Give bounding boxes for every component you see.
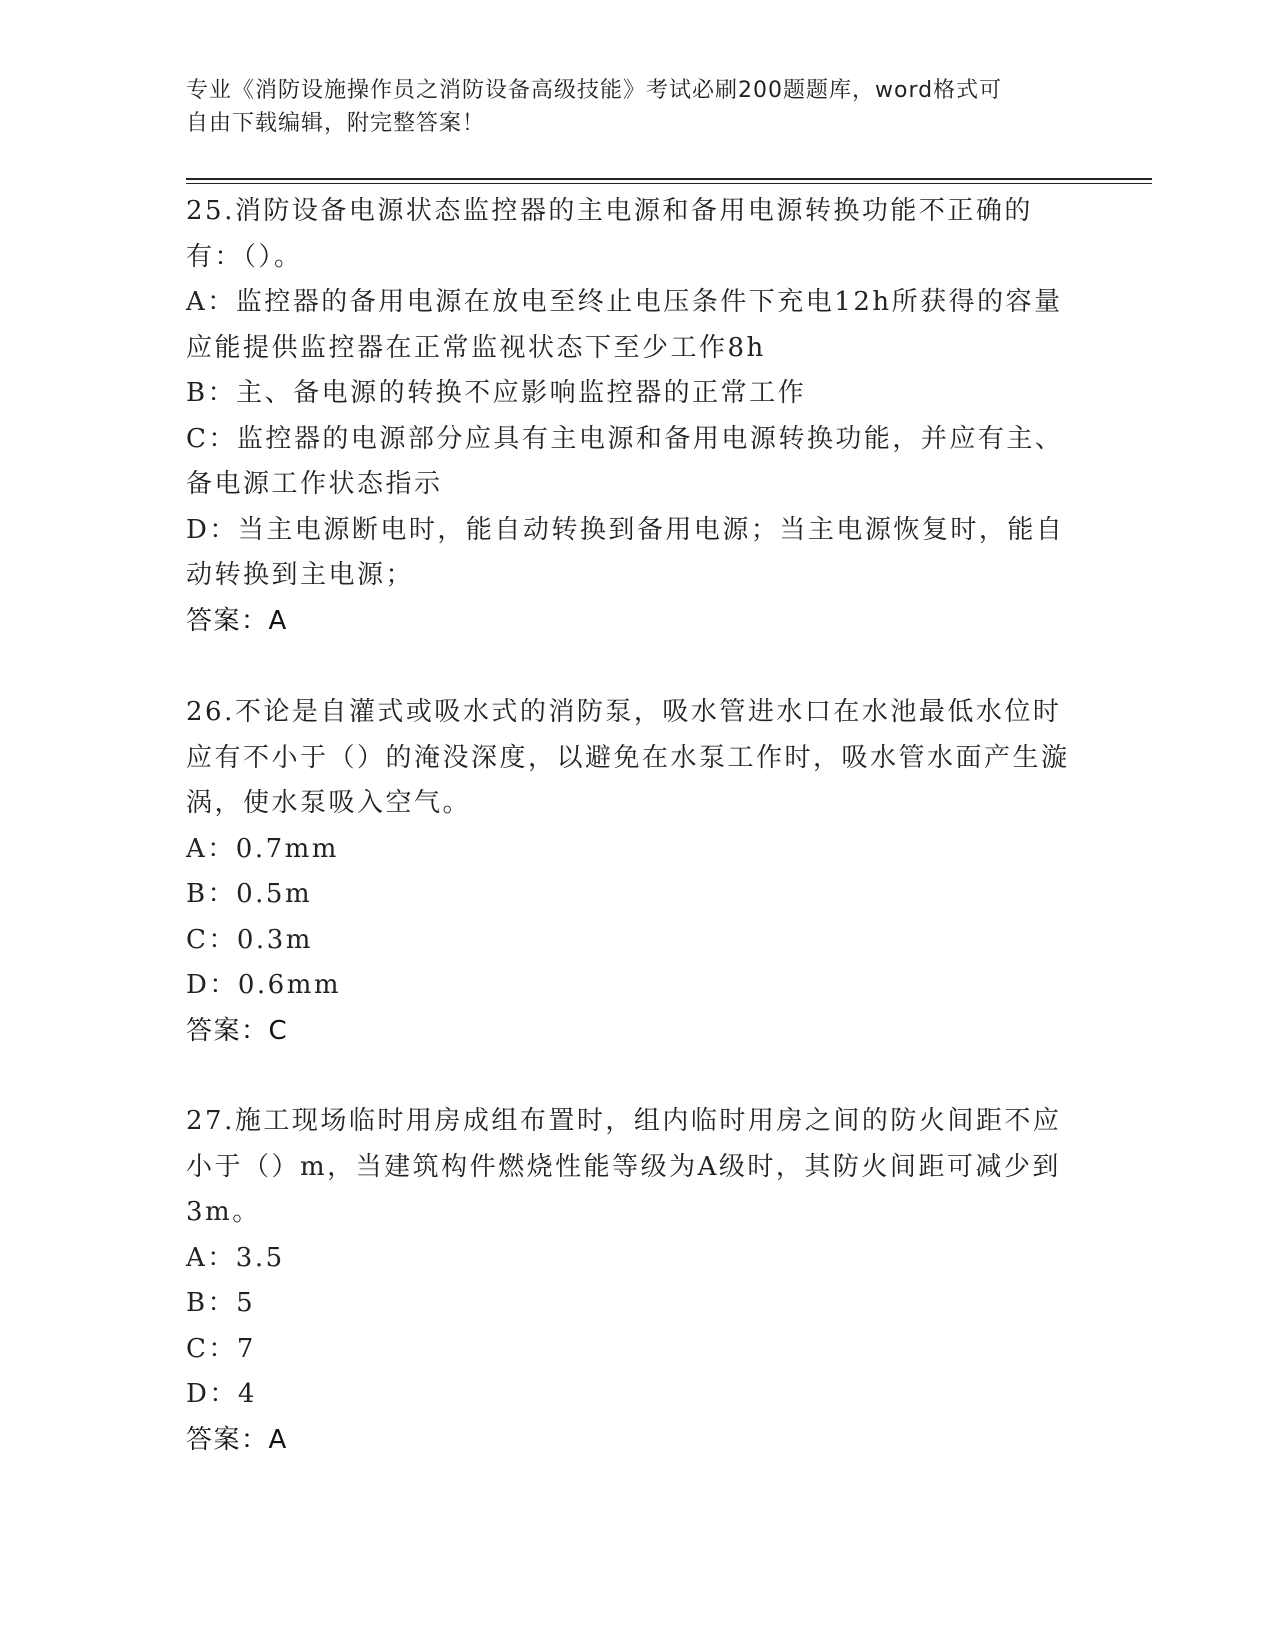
option-d: D：0.6mm: [186, 970, 342, 1000]
option-b: B：主、备电源的转换不应影响监控器的正常工作: [186, 378, 807, 408]
question-text: 27.施工现场临时用房成组布置时，组内临时用房之间的防火间距不应小于（）m，当建筑构件燃烧性能等级为A级时，其防火间距可减少到3m。: [186, 1106, 1062, 1227]
document-header: [186, 74, 1066, 140]
option-d: D：4: [186, 1379, 257, 1409]
question-text: 26.不论是自灌式或吸水式的消防泵，吸水管进水口在水池最低水位时应有不小于（）的淹没深度，以避免在水泵工作时，吸水管水面产生漩涡，使水泵吸入空气。: [186, 697, 1070, 818]
option-c: C：0.3m: [186, 924, 313, 955]
answer-label: 答案：C: [186, 1015, 289, 1046]
header-divider-top: [186, 178, 1152, 180]
option-a: A：0.7mm: [186, 833, 339, 864]
question-27: [186, 1099, 1076, 1463]
option-d: D：当主电源断电时，能自动转换到备用电源；当主电源恢复时，能自动转换到主电源；: [186, 514, 1065, 590]
header-divider-bottom: [186, 183, 1152, 184]
option-a: A：3.5: [186, 1242, 285, 1273]
header-line-1: 专业《消防设施操作员之消防设备高级技能》考试必刷200题题库，word格式可: [186, 78, 1003, 103]
question-text: 25.消防设备电源状态监控器的主电源和备用电源转换功能不正确的有：（）。: [186, 196, 1033, 272]
header-line-2: 自由下载编辑，附完整答案！: [186, 111, 486, 136]
option-c: C：7: [186, 1333, 256, 1364]
option-b: B：5: [186, 1288, 256, 1318]
option-a: A：监控器的备用电源在放电至终止电压条件下充电12h所获得的容量应能提供监控器在正常监视状态下至少工作8h: [186, 287, 1063, 363]
option-c: C：监控器的电源部分应具有主电源和备用电源转换功能，并应有主、备电源工作状态指示: [186, 423, 1064, 499]
answer-label: 答案：A: [186, 1424, 288, 1455]
question-26: [186, 690, 1076, 1054]
question-25: [186, 189, 1076, 644]
answer-label: 答案：A: [186, 605, 288, 636]
option-b: B：0.5m: [186, 879, 313, 909]
